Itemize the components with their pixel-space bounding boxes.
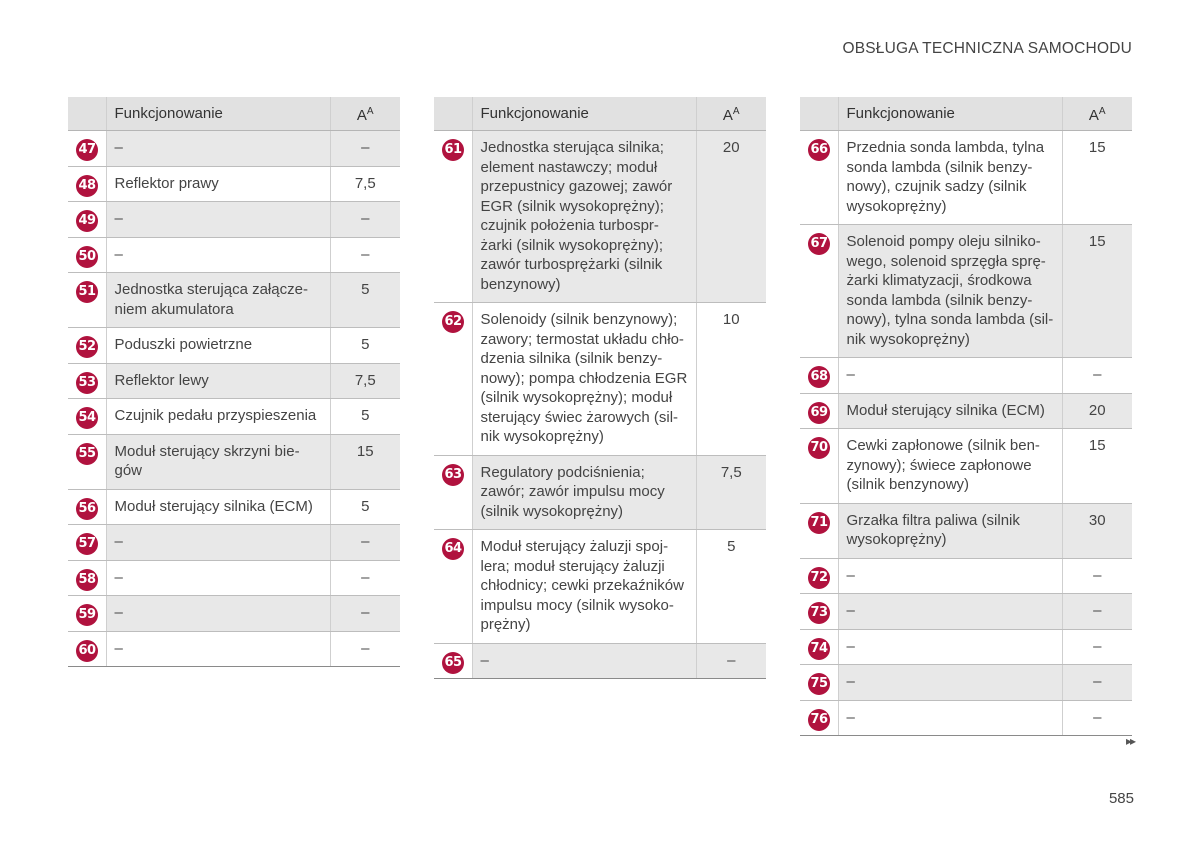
fuse-number-cell <box>434 643 472 679</box>
fuse-number-badge: 72 <box>808 567 830 589</box>
fuse-number-cell <box>68 202 106 238</box>
fuse-function-cell: Grzałka filtra paliwa (silnik wysokoprężny) <box>838 503 1062 558</box>
table-row <box>800 131 1132 225</box>
fuse-number-cell <box>68 489 106 525</box>
amp-label-sup: A <box>732 105 740 117</box>
table-row <box>434 530 766 644</box>
fuse-function-cell: – <box>472 643 696 679</box>
fuse-function-cell: – <box>106 631 330 667</box>
fuse-number-badge: 74 <box>808 638 830 660</box>
fuse-function-cell: Moduł sterujący silnika (ECM) <box>838 393 1062 429</box>
table-row <box>68 399 400 435</box>
fuse-number-badge: 73 <box>808 602 830 624</box>
fuse-amp-cell: – <box>1062 665 1132 701</box>
table-row <box>800 629 1132 665</box>
amp-label: A <box>1088 106 1099 124</box>
table-row <box>68 631 400 667</box>
fuse-function-cell: Moduł sterujący żaluzji spoj- lera; moduł sterujący żaluzji chłodnicy; cewki przekaźników impulsu mocy (silnik wysoko- prężny) <box>472 530 696 644</box>
fuse-number-badge: 54 <box>76 407 98 429</box>
fuse-number-badge: 57 <box>76 533 98 555</box>
fuse-number-cell <box>800 131 838 225</box>
fuse-table-1 <box>68 97 400 667</box>
table-row <box>800 558 1132 594</box>
fuse-amp-cell: – <box>330 237 400 273</box>
fuse-number-cell <box>800 358 838 394</box>
header-amp-label <box>696 97 766 131</box>
fuse-number-badge: 56 <box>76 498 98 520</box>
amp-label-sup: A <box>1098 105 1106 117</box>
fuse-number-badge: 66 <box>808 139 830 161</box>
amp-label: A <box>356 106 367 124</box>
fuse-function-cell: Reflektor prawy <box>106 166 330 202</box>
amp-label: A <box>722 106 733 124</box>
fuse-function-cell: – <box>106 237 330 273</box>
fuse-amp-cell: – <box>330 131 400 167</box>
table-row <box>68 363 400 399</box>
fuse-number-cell <box>800 225 838 358</box>
fuse-number-badge: 67 <box>808 233 830 255</box>
fuse-number-cell <box>800 665 838 701</box>
table-row <box>800 700 1132 736</box>
fuse-amp-cell: – <box>330 596 400 632</box>
fuse-function-cell: – <box>106 131 330 167</box>
fuse-function-cell: Poduszki powietrzne <box>106 328 330 364</box>
fuse-table-2 <box>434 97 766 679</box>
table-row <box>68 202 400 238</box>
table-row <box>68 525 400 561</box>
fuse-number-badge: 49 <box>76 210 98 232</box>
fuse-number-badge: 70 <box>808 437 830 459</box>
fuse-number-badge: 75 <box>808 673 830 695</box>
fuse-amp-cell: – <box>1062 358 1132 394</box>
next-page-arrows-icon: ▸▸ <box>1125 734 1134 748</box>
table-row <box>68 166 400 202</box>
fuse-function-cell: – <box>106 596 330 632</box>
fuse-function-cell: Reflektor lewy <box>106 363 330 399</box>
fuse-number-badge: 52 <box>76 336 98 358</box>
fuse-number-badge: 68 <box>808 366 830 388</box>
fuse-number-badge: 60 <box>76 640 98 662</box>
fuse-number-cell <box>800 503 838 558</box>
fuse-amp-cell: – <box>1062 700 1132 736</box>
fuse-function-cell: Jednostka sterująca silnika; element nastawczy; moduł przepustnicy gazowej; zawór EGR (silnik wysokoprężny); czujnik położenia turbospr- żarki (silnik wysokoprężny); zawór turbosprężarki (silnik benzynowy) <box>472 131 696 303</box>
fuse-number-cell <box>68 631 106 667</box>
table-row <box>800 503 1132 558</box>
fuse-amp-cell: 5 <box>696 530 766 644</box>
fuse-number-badge: 71 <box>808 512 830 534</box>
header-num-cell <box>68 97 106 131</box>
header-function-label: Funkcjonowanie <box>838 97 1062 131</box>
fuse-number-badge: 55 <box>76 443 98 465</box>
fuse-number-badge: 58 <box>76 569 98 591</box>
fuse-table-3 <box>800 97 1132 736</box>
table-row <box>800 225 1132 358</box>
header-function-label: Funkcjonowanie <box>472 97 696 131</box>
table-row <box>800 393 1132 429</box>
fuse-function-cell: Solenoid pompy oleju silniko- wego, solenoid sprzęgła sprę- żarki klimatyzacji, środkowa sonda lambda (silnik benzy- nowy), tylna sonda lambda (sil- nik wysokoprężny) <box>838 225 1062 358</box>
fuse-amp-cell: – <box>1062 594 1132 630</box>
fuse-number-cell <box>68 434 106 489</box>
fuse-number-badge: 65 <box>442 652 464 674</box>
amp-label-sup: A <box>366 105 374 117</box>
fuse-number-badge: 48 <box>76 175 98 197</box>
fuse-function-cell: Jednostka sterująca załącze- niem akumulatora <box>106 273 330 328</box>
table-row <box>68 434 400 489</box>
fuse-amp-cell: 7,5 <box>696 455 766 530</box>
fuse-function-cell: – <box>106 560 330 596</box>
fuse-function-cell: Czujnik pedału przyspieszenia <box>106 399 330 435</box>
fuse-number-badge: 53 <box>76 372 98 394</box>
table-row <box>68 489 400 525</box>
fuse-function-cell: – <box>838 629 1062 665</box>
fuse-function-cell: Regulatory podciśnienia; zawór; zawór impulsu mocy (silnik wysokoprężny) <box>472 455 696 530</box>
fuse-number-cell <box>68 237 106 273</box>
fuse-amp-cell: – <box>1062 558 1132 594</box>
fuse-number-cell <box>68 560 106 596</box>
table-header-row <box>434 97 766 131</box>
table-row <box>434 131 766 303</box>
fuse-amp-cell: – <box>330 525 400 561</box>
table-header-row <box>800 97 1132 131</box>
table-row <box>68 596 400 632</box>
fuse-amp-cell: 7,5 <box>330 363 400 399</box>
fuse-number-cell <box>800 393 838 429</box>
fuse-amp-cell: 30 <box>1062 503 1132 558</box>
fuse-amp-cell: 15 <box>1062 225 1132 358</box>
fuse-number-badge: 59 <box>76 604 98 626</box>
fuse-number-badge: 50 <box>76 246 98 268</box>
fuse-number-badge: 76 <box>808 709 830 731</box>
fuse-number-cell <box>800 558 838 594</box>
header-amp-label <box>1062 97 1132 131</box>
fuse-function-cell: – <box>838 665 1062 701</box>
fuse-amp-cell: 5 <box>330 489 400 525</box>
fuse-function-cell: – <box>838 594 1062 630</box>
header-num-cell <box>434 97 472 131</box>
table-row <box>434 643 766 679</box>
header-amp-label <box>330 97 400 131</box>
fuse-amp-cell: – <box>330 560 400 596</box>
table-row <box>800 665 1132 701</box>
fuse-amp-cell: – <box>696 643 766 679</box>
table-row <box>434 455 766 530</box>
fuse-function-cell: – <box>106 202 330 238</box>
table-row <box>800 594 1132 630</box>
fuse-number-cell <box>68 596 106 632</box>
table-row <box>800 429 1132 504</box>
fuse-amp-cell: – <box>1062 629 1132 665</box>
fuse-amp-cell: 15 <box>330 434 400 489</box>
page-header-title: OBSŁUGA TECHNICZNA SAMOCHODU <box>842 40 1132 57</box>
fuse-amp-cell: 15 <box>1062 131 1132 225</box>
table-row <box>68 560 400 596</box>
fuse-amp-cell: 20 <box>696 131 766 303</box>
fuse-amp-cell: 20 <box>1062 393 1132 429</box>
fuse-amp-cell: 5 <box>330 399 400 435</box>
header-num-cell <box>800 97 838 131</box>
fuse-amp-cell: – <box>330 202 400 238</box>
fuse-amp-cell: 7,5 <box>330 166 400 202</box>
fuse-amp-cell: 5 <box>330 273 400 328</box>
fuse-function-cell: – <box>838 700 1062 736</box>
page-number: 585 <box>1108 790 1134 807</box>
table-row <box>68 131 400 167</box>
fuse-function-cell: Solenoidy (silnik benzynowy); zawory; termostat układu chło- dzenia silnika (silnik benzy- nowy); pompa chłodzenia EGR (silnik wysokoprężny); moduł sterujący świec żarowych (sil- nik wysokoprężny) <box>472 303 696 456</box>
fuse-number-cell <box>68 166 106 202</box>
fuse-number-badge: 47 <box>76 139 98 161</box>
fuse-number-cell <box>68 328 106 364</box>
fuse-function-cell: – <box>838 558 1062 594</box>
fuse-number-cell <box>434 530 472 644</box>
fuse-number-cell <box>434 131 472 303</box>
fuse-number-cell <box>68 399 106 435</box>
table-header-row <box>68 97 400 131</box>
fuse-number-cell <box>800 629 838 665</box>
table-row <box>800 358 1132 394</box>
fuse-function-cell: Przednia sonda lambda, tylna sonda lambda (silnik benzy- nowy), czujnik sadzy (silnik wysokoprężny) <box>838 131 1062 225</box>
fuse-number-cell <box>434 303 472 456</box>
fuse-number-cell <box>800 594 838 630</box>
fuse-number-cell <box>800 700 838 736</box>
header-function-label: Funkcjonowanie <box>106 97 330 131</box>
table-row <box>68 273 400 328</box>
fuse-amp-cell: 10 <box>696 303 766 456</box>
fuse-function-cell: Moduł sterujący skrzyni bie- gów <box>106 434 330 489</box>
fuse-number-badge: 64 <box>442 538 464 560</box>
table-row <box>434 303 766 456</box>
fuse-function-cell: – <box>838 358 1062 394</box>
fuse-function-cell: Cewki zapłonowe (silnik ben- zynowy); świece zapłonowe (silnik benzynowy) <box>838 429 1062 504</box>
fuse-amp-cell: – <box>330 631 400 667</box>
table-row <box>68 237 400 273</box>
fuse-function-cell: Moduł sterujący silnika (ECM) <box>106 489 330 525</box>
fuse-function-cell: – <box>106 525 330 561</box>
fuse-number-badge: 51 <box>76 281 98 303</box>
fuse-number-badge: 62 <box>442 311 464 333</box>
fuse-number-badge: 61 <box>442 139 464 161</box>
fuse-amp-cell: 5 <box>330 328 400 364</box>
fuse-number-cell <box>68 273 106 328</box>
fuse-number-badge: 63 <box>442 464 464 486</box>
fuse-number-cell <box>68 525 106 561</box>
fuse-number-badge: 69 <box>808 402 830 424</box>
fuse-number-cell <box>68 131 106 167</box>
fuse-number-cell <box>68 363 106 399</box>
fuse-number-cell <box>800 429 838 504</box>
fuse-number-cell <box>434 455 472 530</box>
table-row <box>68 328 400 364</box>
fuse-amp-cell: 15 <box>1062 429 1132 504</box>
